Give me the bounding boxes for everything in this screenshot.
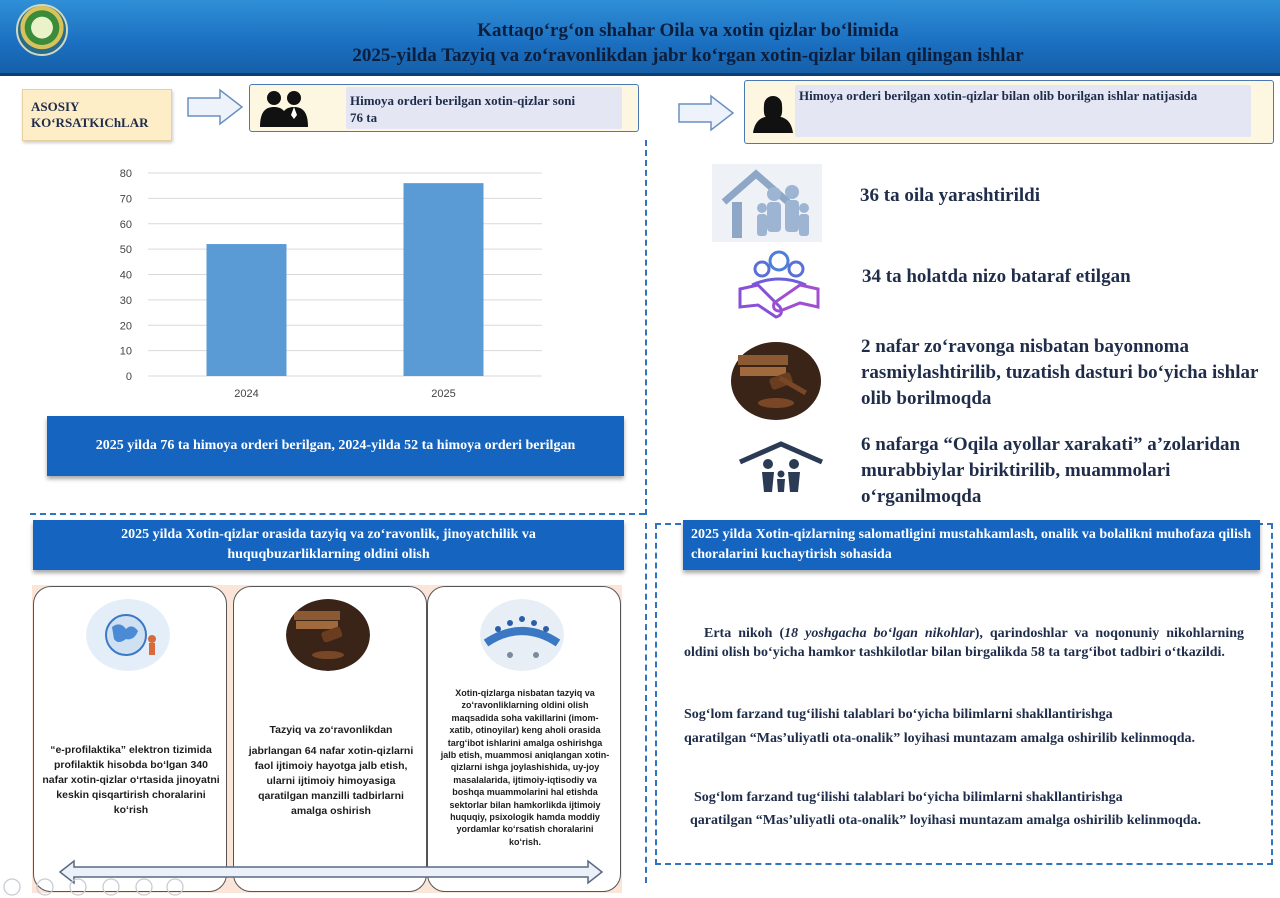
p2-line2: qaratilgan “Mas’uliyatli ota-onalik” loyihasi muntazam amalga oshirilib kelinmoqda. [684,731,1196,746]
protection-orders-box [249,84,639,132]
protection-orders-label: Himoya orderi berilgan xotin-qizlar soni [350,93,576,108]
health-title-banner: 2025 yilda Xotin-qizlarning salomatligini mustahkamlash, onalik va bolalikni muhofaza qilish choralarini kuchaytirish sohasida [683,520,1260,570]
p2-line1: Sogʻlom farzand tugʻilishi talablari boʻyicha bilimlarni shakllantirishga [684,707,1113,722]
header-bar [0,0,1280,76]
p1-italic: 18 yoshgacha boʻlgan nikohlar [784,626,975,641]
globe-icon [86,599,170,671]
horizontal-divider [30,513,645,515]
result-text-1: 36 ta oila yarashtirildi [860,185,1040,206]
card-e-profilaktika [33,586,227,892]
y-tick-label: 60 [119,218,132,231]
family-house-icon [712,164,822,242]
protection-orders-chart [108,160,548,405]
prevention-title-banner: 2025 yilda Xotin-qizlar orasida tazyiq va zoʻravonlik, jinoyatchilik va huquqbuzarliklarning oldini olish [33,520,624,570]
y-tick-label: 80 [119,168,132,180]
x-tick-label: 2024 [234,388,259,400]
card-2-text: jabrlangan 64 nafar xotin-qizlarni faol ijtimoiy hayotga jalb etish, ularni ijtimoiy himoyasiga qaratilgan manzilli tadbirlarni amalga oshirish [248,745,414,817]
woman-icon [751,93,795,133]
y-tick-label: 50 [119,244,132,257]
paragraph-responsible-parenting-1 [684,705,1264,748]
p1-start: Erta nikoh ( [704,626,785,641]
right-arrow-icon [186,88,244,126]
p3-line1: Sogʻlom farzand tugʻilishi talablari boʻyicha bilimlarni shakllantirishga [694,790,1123,805]
gavel-icon [286,599,370,671]
bar-2024 [207,244,287,376]
handshake-icon [736,245,822,329]
viewer-toolbar[interactable] [0,876,190,898]
results-header-text: Himoya orderi berilgan xotin-qizlar bilan olib borilgan ishlar natijasida [799,88,1198,103]
protection-orders-count: 76 ta [350,110,378,125]
y-tick-label: 0 [125,371,132,383]
y-tick-label: 20 [119,320,132,333]
page-title-line2: 2025-yilda Tazyiq va zoʻravonlikdan jabr koʻrgan xotin-qizlar bilan qilingan ishlar [352,45,1024,66]
card-3-text: Xotin-qizlarga nisbatan tazyiq va zoʻravonliklarning oldini olish maqsadida soha vakillarini (imom-xatib, otinoyilar) keng aholi orasida targʻibot ishlarini amalga oshirishga jalb etish, muammosi aniqlangan xotin-qizlarni ishga joylashishida, uy-joy masalalarida, ijtimoiy-iqtisodiy va boshqa muammolarini hal etishda sektorlar bilan hamkorlikda ijtimoiy huquqiy, psixologik hamda moddiy yordamlar koʻrsatish choralarini koʻrish. [440,688,610,847]
y-tick-label: 10 [119,345,132,358]
gavel-icon [730,341,822,421]
family-roof-icon [736,440,826,494]
result-text-3: 2 nafar zoʻravonga nisbatan bayonnoma rasmiylashtirilib, tuzatish dasturi boʻyicha ishlar olib borilmoqda [861,336,1259,409]
y-tick-label: 40 [119,269,132,282]
card-cooperation [427,586,621,892]
card-1-text: “e-profilaktika” elektron tizimida profilaktik hisobda boʻlgan 340 nafar xotin-qizlar oʻrtasida jinoyatni keskin qisqartirish choralarini koʻrish [42,744,220,816]
bar-2025 [404,183,484,376]
couple-icon [256,89,312,127]
key-indicators-box [22,89,172,141]
results-header-box [744,80,1274,144]
y-tick-label: 30 [119,294,132,307]
y-tick-label: 70 [119,193,132,206]
x-tick-label: 2025 [431,388,456,400]
vertical-divider [645,140,647,515]
p1-end: ), qarindoshlar va noqonuniy nikohlarning oldini olish boʻyicha hamkor tashkilotlar bilan birgalikda 58 ta targʻibot tadbiri oʻtkazildi. [684,626,1245,660]
paragraph-responsible-parenting-2 [690,788,1264,830]
card-victims [233,586,427,892]
result-text-2: 34 ta holatda nizo bataraf etilgan [862,266,1131,287]
page-title-line1: Kattaqoʻrgʻon shahar Oila va xotin qizlar boʻlimida [477,20,899,41]
chart-caption-banner: 2025 yilda 76 ta himoya orderi berilgan, 2024-yilda 52 ta himoya orderi berilgan [47,416,624,476]
paragraph-early-marriage [684,624,1244,662]
people-chain-icon [480,599,564,671]
result-text-4: 6 nafarga “Oqila ayollar xarakati” a’zolaridan murabbiylar biriktirilib, muammolari oʻrganilmoqda [861,434,1241,507]
vertical-divider-lower [645,523,647,883]
key-indicators-label: ASOSIY KOʻRSATKIChLAR [31,99,149,130]
p3-line2: qaratilgan “Mas’uliyatli ota-onalik” loyihasi muntazam amalga oshirilib kelinmoqda. [690,813,1202,828]
card-2-title: Tazyiq va zoʻravonlikdan [269,724,393,736]
right-arrow-icon [677,94,735,132]
